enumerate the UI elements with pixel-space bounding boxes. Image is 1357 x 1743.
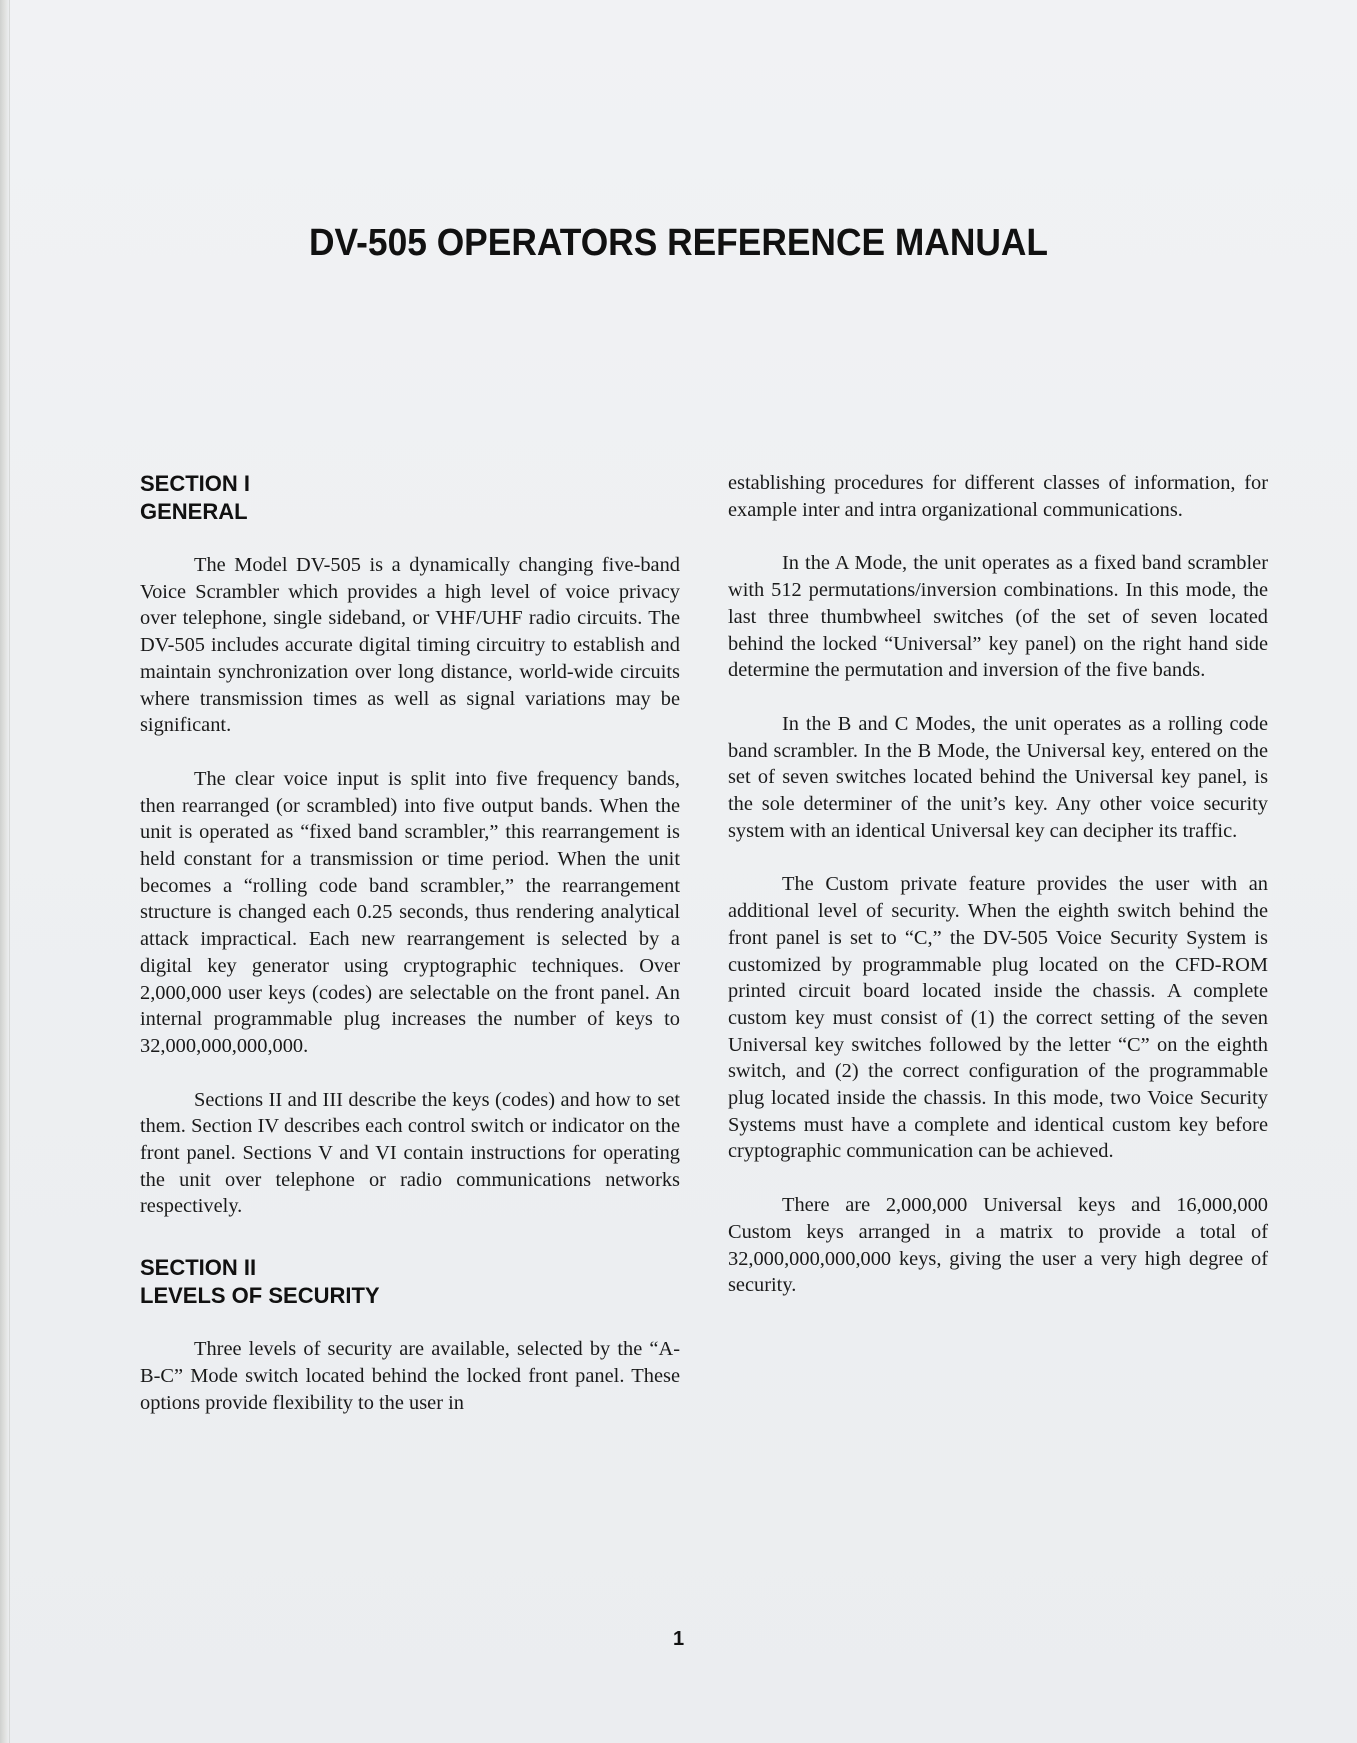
section-2-paragraph: The Custom private feature provides the user with an additional level of security. When the eighth switch behind the front panel is set to “C,” the DV-505 Voice Security System is customized by programmable plug located on the CFD-ROM printed circuit board located inside the chassis. A complete custom key must consist of (1) the correct setting of the seven Universal key switches followed by the letter “C” on the eighth switch, and (2) the correct configuration of the programmable plug located inside the chassis. In this mode, two Voice Security Systems must have a complete and identical custom key before cryptographic communication can be achieved. bbox=[728, 873, 1268, 1163]
left-column bbox=[140, 470, 680, 1416]
page-number: 1 bbox=[672, 1628, 685, 1650]
section-2-paragraph: In the A Mode, the unit operates as a fixed band scrambler with 512 permutations/inversion combinations. In this mode, the last three thumbwheel switches (of the set of seven located behind the locked “Universal” key panel) on the right hand side determine the permutation and inversion of the five bands. bbox=[728, 552, 1268, 682]
section-2-paragraph-continued: establishing procedures for different classes of information, for example inter and intra organizational communications. bbox=[728, 472, 1268, 521]
section-1-heading-title: GENERAL bbox=[140, 499, 248, 524]
document-title: DV-505 OPERATORS REFERENCE MANUAL bbox=[308, 222, 1048, 264]
section-2-heading-number: SECTION II bbox=[140, 1255, 257, 1281]
section-1-heading-number: SECTION I bbox=[140, 471, 251, 496]
section-1-paragraph: The clear voice input is split into five frequency bands, then rearranged (or scrambled) into five output bands. When the unit is operated as “fixed band scrambler,” this rearrangement is held constant for a transmission or time period. When the unit becomes a “rolling code band scrambler,” the rearrangement structure is changed each 0.25 seconds, thus rendering analytical attack impractical. Each new rearrangement is selected by a digital key generator using cryptographic techniques. Over 2,000,000 user keys (codes) are selectable on the front panel. An internal programmable plug increases the number of keys to 32,000,000,000,000. bbox=[140, 767, 680, 1057]
section-2-paragraph: In the B and C Modes, the unit operates as a rolling code band scrambler. In the B Mode, the Universal key, entered on the set of seven switches located behind the Universal key panel, is the sole determiner of the unit’s key. Any other voice security system with an identical Universal key can decipher its traffic. bbox=[728, 712, 1268, 842]
right-column bbox=[728, 470, 1268, 1299]
section-2-paragraph: There are 2,000,000 Universal keys and 16,000,000 Custom keys arranged in a matrix to provide a total of 32,000,000,000,000 keys, giving the user a very high degree of security. bbox=[728, 1194, 1268, 1297]
binding-edge bbox=[0, 0, 10, 1743]
section-2-paragraph: Three levels of security are available, selected by the “A-B-C” Mode switch located behind the locked front panel. These options provide flexibility to the user in bbox=[140, 1338, 680, 1414]
section-2-heading-title: LEVELS OF SECURITY bbox=[140, 1283, 380, 1309]
section-1-paragraph: The Model DV-505 is a dynamically changing five-band Voice Scrambler which provides a high level of voice privacy over telephone, single sideband, or VHF/UHF radio circuits. The DV-505 includes accurate digital timing circuitry to establish and maintain synchronization over long distance, world-wide circuits where transmission times as well as signal variations may be significant. bbox=[140, 554, 680, 737]
section-1-paragraph: Sections II and III describe the keys (codes) and how to set them. Section IV describes each control switch or indicator on the front panel. Sections V and VI contain instructions for operating the unit over telephone or radio communications networks respectively. bbox=[140, 1088, 680, 1218]
